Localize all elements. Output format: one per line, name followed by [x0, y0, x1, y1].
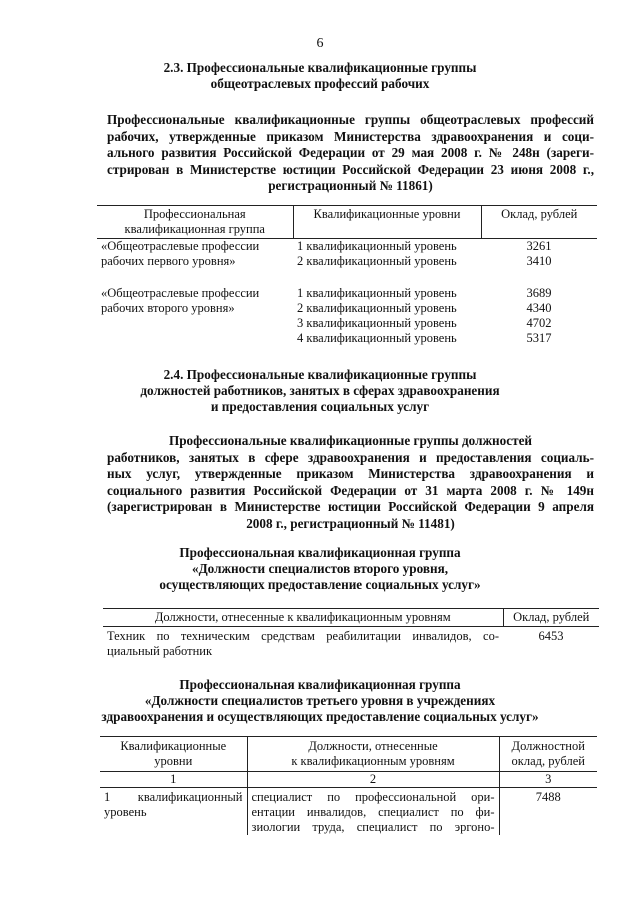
table-row: [97, 331, 597, 346]
header-line: оклад, рублей: [511, 754, 585, 768]
table-header-row: [100, 737, 597, 772]
header-group: Профессиональная квалификационная группа: [97, 206, 293, 239]
position-line: Техник по техническим средствам реабилитации инвалидов, со-: [107, 629, 499, 643]
pkg-title-line: «Должности специалистов второго уровня,: [191, 561, 449, 576]
header-salary: Оклад, рублей: [481, 206, 597, 239]
position-cell: [247, 788, 499, 836]
pkg-title-line: осуществляющих предоставление социальных услуг»: [159, 577, 481, 592]
section-2-3-title: [0, 60, 640, 92]
qualification-level: 3 квалификационный уровень: [297, 316, 457, 330]
intro-line: Профессиональные квалификационные группы должностей: [168, 433, 533, 448]
table-row: [97, 316, 597, 331]
pkg-title-line: Профессиональная квалификационная группа: [179, 677, 461, 692]
header-line: Должности, отнесенные: [308, 739, 438, 753]
header-line: Должностной: [511, 739, 585, 753]
intro-line: (зарегистрирован в Министерстве юстиции Российской Федерации 9 апреля: [107, 499, 594, 514]
level-cell: [100, 788, 247, 836]
header-line: к квалификационным уровням: [291, 754, 455, 768]
column-number-row: [100, 772, 597, 788]
table-second-level-specialists: [103, 608, 599, 659]
section-2-4-intro: [107, 433, 594, 532]
header-salary: [499, 737, 597, 772]
position-cell: [103, 627, 503, 660]
table-workers-salaries: [97, 205, 597, 346]
column-number: 1: [100, 772, 247, 788]
salary-value: 4340: [526, 301, 552, 315]
column-number: 3: [499, 772, 597, 788]
intro-line: ального развития Российской Федерации от 29 мая 2008 г. № 248н (зареги-: [107, 145, 594, 160]
intro-line: социального развития Российской Федерации от 31 марта 2008 г. № 149н: [107, 482, 594, 498]
qualification-level: 1 квалификационный уровень: [297, 239, 457, 253]
section-2-3-intro: [107, 112, 594, 195]
table-row: [103, 627, 599, 660]
group-name: «Общеотраслевые профессии: [101, 239, 260, 253]
intro-line: регистрационный № 11861): [268, 178, 433, 193]
header-line: уровни: [154, 754, 193, 768]
section-2-4-title-line: должностей работников, занятых в сферах здравоохранения: [140, 383, 500, 398]
header-levels: Квалификационные уровни: [293, 206, 481, 239]
header-positions: Должности, отнесенные к квалификационным уровням: [103, 609, 503, 627]
section-2-4-title-line: 2.4. Профессиональные квалификационные группы: [163, 367, 477, 382]
table-header-row: [97, 206, 597, 239]
salary-value: 3689: [526, 286, 552, 300]
salary-value: 3410: [526, 254, 552, 268]
position-line: специалист по профессиональной ори-: [251, 790, 495, 804]
qualification-level: 2 квалификационный уровень: [297, 254, 457, 268]
intro-line: Профессиональные квалификационные группы общеотраслевых профессий: [107, 112, 594, 127]
pkg-third-level-title: [0, 677, 640, 725]
group-name: рабочих второго уровня»: [101, 301, 235, 315]
qualification-level: 2 квалификационный уровень: [297, 301, 457, 315]
qualification-level: 1 квалификационный уровень: [297, 286, 457, 300]
header-positions: [247, 737, 499, 772]
intro-line: работников, занятых в сфере здравоохранения и предоставления социаль-: [107, 449, 594, 465]
intro-line: 2008 г., регистрационный № 11481): [246, 515, 455, 531]
page-number: 6: [316, 36, 324, 51]
pkg-title-line: «Должности специалистов третьего уровня в учреждениях: [144, 693, 496, 708]
level-line: 1 квалификационный: [104, 790, 243, 804]
table-spacer-row: [97, 269, 597, 286]
salary-value: 7488: [535, 790, 561, 804]
table-row: [97, 301, 597, 316]
header-line: Квалификационные: [120, 739, 227, 753]
salary-value: 5317: [526, 331, 552, 345]
header-salary: Оклад, рублей: [503, 609, 599, 627]
intro-line: стрирован в Министерстве юстиции Российской Федерации 23 июня 2008 г.,: [107, 161, 594, 177]
section-2-4-title: [0, 367, 640, 415]
position-line: зиологии труда, специалист по эргоно-: [251, 820, 495, 834]
salary-value: 3261: [526, 239, 552, 253]
table-row: [97, 254, 597, 269]
table-third-level-specialists: [100, 736, 597, 835]
group-name: рабочих первого уровня»: [101, 254, 236, 268]
position-line: ентации инвалидов, специалист по фи-: [251, 805, 495, 819]
group-name: «Общеотраслевые профессии: [101, 286, 260, 300]
table-row: [97, 239, 597, 255]
pkg-title-line: здравоохранения и осуществляющих предоставление социальных услуг»: [101, 709, 539, 724]
qualification-level: 4 квалификационный уровень: [297, 331, 457, 345]
column-number: 2: [247, 772, 499, 788]
intro-line: рабочих, утвержденные приказом Министерства здравоохранения и соци-: [107, 128, 594, 144]
salary-value: 6453: [538, 629, 564, 643]
salary-value: 4702: [526, 316, 552, 330]
level-line: уровень: [104, 805, 147, 819]
section-2-3-title-line: 2.3. Профессиональные квалификационные группы: [163, 60, 477, 75]
section-2-3-title-line: общеотраслевых профессий рабочих: [210, 76, 430, 91]
table-row: [100, 788, 597, 836]
pkg-title-line: Профессиональная квалификационная группа: [179, 545, 461, 560]
section-2-4-title-line: и предоставления социальных услуг: [210, 399, 430, 414]
table-row: [97, 286, 597, 301]
header-levels: [100, 737, 247, 772]
intro-line: ных услуг, утвержденные приказом Министерства здравоохранения и: [107, 466, 594, 481]
pkg-second-level-title: [0, 545, 640, 593]
table-header-row: [103, 609, 599, 627]
position-line: циальный работник: [107, 644, 213, 658]
